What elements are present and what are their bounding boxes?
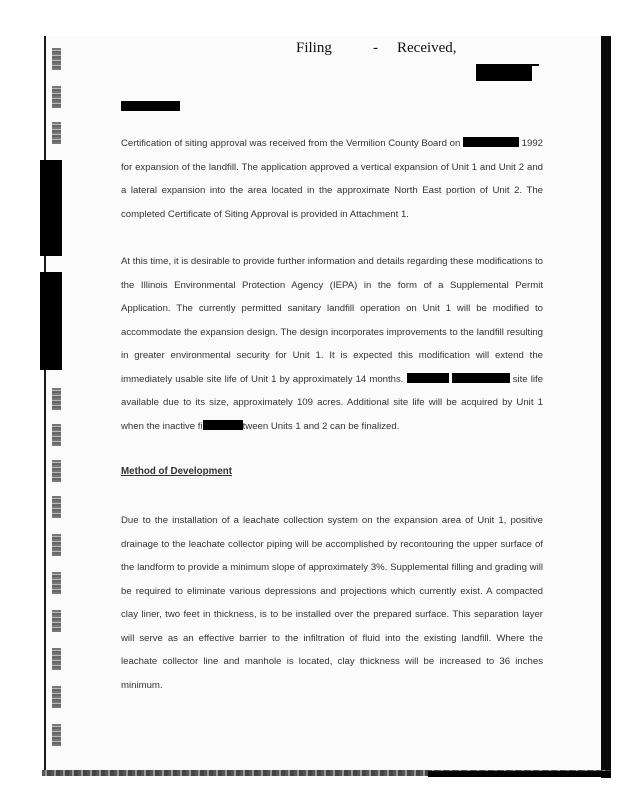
binding-hole-mark xyxy=(52,610,61,632)
scan-bar-left xyxy=(40,160,62,256)
binding-hole-mark xyxy=(52,86,61,108)
paragraph-method-of-development: Due to the installation of a leachate collection system on the expansion area of Unit 1, positive drainage to the leachate collector piping will be accomplished by recontouring the upper surface of the landform to provide a minimum slope of approximately 3%. Supplemental filling and grading will be required to eliminate various depressions and projections which currently exist. A compacted clay liner, two feet in thickness, is to be installed over the prepared surface. This separation layer will serve as an effective barrier to the infiltration of fluid into the existing landfill. Where the leachate collector line and manhole is located, clay thickness will be increased to 36 inches minimum. xyxy=(121,515,543,691)
binding-hole-mark xyxy=(52,724,61,746)
paragraph-text: At this time, it is desirable to provide further information and details regarding these modifications to the Illinois Environmental Protection Agency (IEPA) in the form of a Supplemental Permit Application. The currently permitted sanitary landfill operation on Unit 1 will be modified to accommodate the expansion design. The design incorporates improvements to the landfill resulting in greater environmental security for Unit 1. It is expected this modification will extend the immediately usable site life of Unit 1 by approximately 14 months. xyxy=(121,256,543,385)
binding-hole-mark xyxy=(52,686,61,708)
binding-hole-mark xyxy=(52,534,61,556)
scan-shadow-right xyxy=(601,36,611,778)
scan-bar-left xyxy=(40,272,62,370)
redaction-block xyxy=(452,373,510,383)
section-heading: Method of Development xyxy=(121,466,233,477)
redaction-block xyxy=(203,420,243,430)
binding-hole-mark xyxy=(52,424,61,446)
binding-hole-mark xyxy=(52,48,61,70)
paragraph-text: 1992 for expansion of the landfill. The application approved a vertical expansion of Unit 1 and Unit 2 and a lateral expansion into the area located in the approximate North East portion of Unit 2. The completed Certificate of Siting Approval is provided in Attachment 1. xyxy=(121,138,543,220)
binding-hole-mark xyxy=(52,572,61,594)
redaction-block xyxy=(532,64,539,66)
received-label: Received, xyxy=(397,40,457,56)
paragraph-text: Certification of siting approval was received from the Vermilion County Board on xyxy=(121,138,461,149)
binding-hole-mark xyxy=(52,648,61,670)
binding-hole-mark xyxy=(52,460,61,482)
header-separator: - xyxy=(373,40,378,56)
redaction-block xyxy=(476,64,532,81)
scan-shadow-bottom xyxy=(428,771,610,777)
binding-hole-mark xyxy=(52,388,61,410)
paragraph-modifications xyxy=(121,250,543,438)
redaction-block xyxy=(463,137,519,147)
binding-hole-mark xyxy=(52,122,61,144)
binding-hole-mark xyxy=(52,496,61,518)
paragraph-text: tween Units 1 and 2 can be finalized. xyxy=(242,420,400,432)
paragraph-siting-approval xyxy=(121,132,543,226)
filing-label: Filing xyxy=(296,40,332,56)
redaction-block xyxy=(121,101,180,111)
paragraph-text: site life available due to its size, approximately 109 acres. Additional site life will be acquired by Unit 1 when the inactive fi xyxy=(121,373,543,432)
redaction-block xyxy=(407,373,449,383)
